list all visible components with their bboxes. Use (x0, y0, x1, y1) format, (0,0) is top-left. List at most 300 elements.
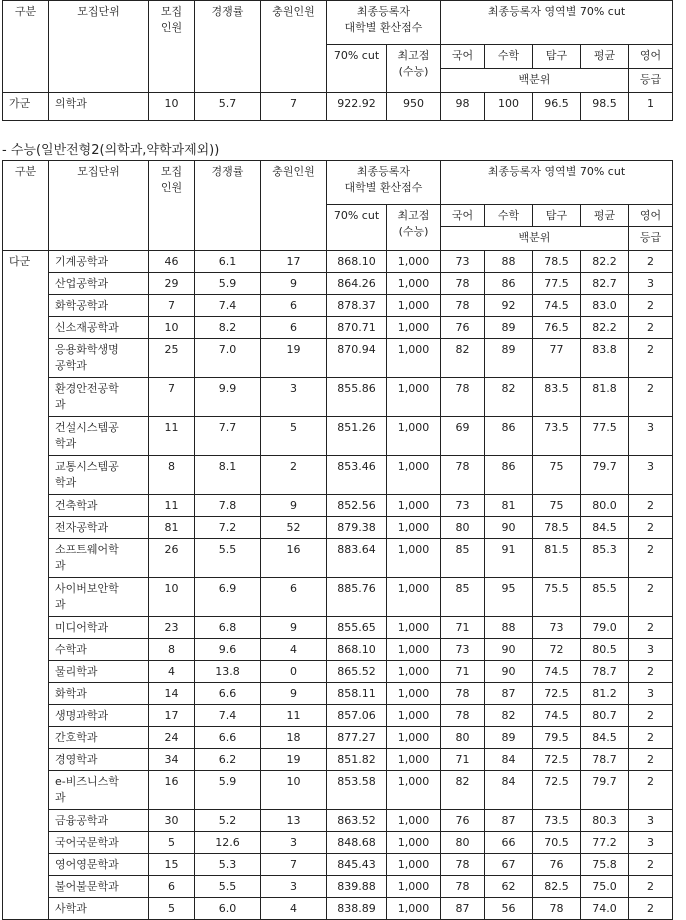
cell-quota: 25 (149, 339, 195, 378)
cell-unit: 물리학과 (49, 661, 149, 683)
cell-inquiry: 79.5 (533, 727, 581, 749)
cell-unit: e-비즈니스학 과 (49, 771, 149, 810)
table-row (3, 810, 673, 832)
cell-unit: 건축학과 (49, 495, 149, 517)
cell-korean: 69 (441, 417, 485, 456)
cell-korean: 87 (441, 898, 485, 920)
cell-category: 다군 (3, 251, 49, 920)
cell-quota: 30 (149, 810, 195, 832)
cell-english: 3 (629, 273, 673, 295)
table-row (3, 251, 673, 273)
cell-korean: 78 (441, 705, 485, 727)
cell-math: 90 (485, 661, 533, 683)
cell-inquiry: 72.5 (533, 683, 581, 705)
cell-additional: 9 (261, 273, 327, 295)
cell-unit: 신소재공학과 (49, 317, 149, 339)
cell-math: 82 (485, 378, 533, 417)
cell-additional: 16 (261, 539, 327, 578)
cell-unit: 영어영문학과 (49, 854, 149, 876)
header-quota: 모집 인원 (149, 161, 195, 251)
cell-unit: 산업공학과 (49, 273, 149, 295)
cell-quota: 46 (149, 251, 195, 273)
table-row (3, 93, 673, 121)
cell-unit: 경영학과 (49, 749, 149, 771)
cell-additional: 9 (261, 495, 327, 517)
header-area-group: 최종등록자 영역별 70% cut (441, 161, 673, 205)
cell-math: 90 (485, 639, 533, 661)
cell-competition: 7.4 (195, 295, 261, 317)
cell-unit: 소프트웨어학 과 (49, 539, 149, 578)
cell-english: 2 (629, 317, 673, 339)
header-grade: 등급 (629, 227, 673, 251)
cell-korean: 78 (441, 876, 485, 898)
table-row (3, 295, 673, 317)
cell-unit: 생명과학과 (49, 705, 149, 727)
table-row (3, 273, 673, 295)
table-row (3, 832, 673, 854)
cell-average: 84.5 (581, 517, 629, 539)
cell-inquiry: 78.5 (533, 517, 581, 539)
cell-max-score: 1,000 (387, 683, 441, 705)
cell-cut70: 883.64 (327, 539, 387, 578)
cell-unit: 불어불문학과 (49, 876, 149, 898)
header-competition: 경쟁률 (195, 161, 261, 251)
cell-average: 85.5 (581, 578, 629, 617)
cell-inquiry: 76.5 (533, 317, 581, 339)
cell-quota: 17 (149, 705, 195, 727)
cell-english: 3 (629, 832, 673, 854)
cell-inquiry: 75 (533, 456, 581, 495)
cell-competition: 9.9 (195, 378, 261, 417)
cell-korean: 78 (441, 378, 485, 417)
cell-english: 3 (629, 810, 673, 832)
cell-quota: 7 (149, 378, 195, 417)
cell-unit: 의학과 (49, 93, 149, 121)
cell-quota: 4 (149, 661, 195, 683)
header-additional: 충원인원 (261, 1, 327, 93)
section-title: - 수능(일반전형2(의학과,약학과제외)) (2, 143, 220, 158)
header-cut70: 70% cut (327, 45, 387, 93)
cell-average: 82.2 (581, 251, 629, 273)
header-average: 평균 (581, 205, 629, 227)
cell-math: 84 (485, 771, 533, 810)
cell-additional: 19 (261, 339, 327, 378)
cell-cut70: 877.27 (327, 727, 387, 749)
cell-max-score: 1,000 (387, 578, 441, 617)
cell-math: 84 (485, 749, 533, 771)
cell-cut70: 851.82 (327, 749, 387, 771)
cell-cut70: 855.86 (327, 378, 387, 417)
cell-competition: 5.9 (195, 273, 261, 295)
cell-inquiry: 77 (533, 339, 581, 378)
cell-unit: 전자공학과 (49, 517, 149, 539)
cell-competition: 6.8 (195, 617, 261, 639)
cell-cut70: 885.76 (327, 578, 387, 617)
cell-english: 2 (629, 876, 673, 898)
cell-cut70: 851.26 (327, 417, 387, 456)
cell-max-score: 950 (387, 93, 441, 121)
cell-additional: 2 (261, 456, 327, 495)
header-korean: 국어 (441, 205, 485, 227)
header-math: 수학 (485, 45, 533, 69)
cell-average: 80.3 (581, 810, 629, 832)
cell-korean: 73 (441, 639, 485, 661)
cell-english: 2 (629, 295, 673, 317)
table1-header (3, 1, 673, 93)
cell-competition: 7.4 (195, 705, 261, 727)
cell-math: 62 (485, 876, 533, 898)
cell-inquiry: 78.5 (533, 251, 581, 273)
cell-quota: 23 (149, 617, 195, 639)
cell-average: 74.0 (581, 898, 629, 920)
header-category: 구분 (3, 1, 49, 93)
cell-math: 86 (485, 456, 533, 495)
cell-max-score: 1,000 (387, 771, 441, 810)
cell-english: 3 (629, 456, 673, 495)
cell-additional: 3 (261, 832, 327, 854)
table2-body (3, 251, 673, 920)
header-math: 수학 (485, 205, 533, 227)
cell-english: 2 (629, 251, 673, 273)
cell-cut70: 853.58 (327, 771, 387, 810)
cell-competition: 7.7 (195, 417, 261, 456)
cell-inquiry: 78 (533, 898, 581, 920)
cell-quota: 7 (149, 295, 195, 317)
cell-korean: 71 (441, 661, 485, 683)
cell-english: 1 (629, 93, 673, 121)
cell-cut70: 857.06 (327, 705, 387, 727)
cell-math: 90 (485, 517, 533, 539)
cell-inquiry: 75 (533, 495, 581, 517)
header-quota: 모집 인원 (149, 1, 195, 93)
table-row (3, 317, 673, 339)
cell-unit: 수학과 (49, 639, 149, 661)
cell-unit: 화학과 (49, 683, 149, 705)
cell-average: 78.7 (581, 749, 629, 771)
cell-average: 78.7 (581, 661, 629, 683)
cell-inquiry: 72.5 (533, 771, 581, 810)
cell-inquiry: 73.5 (533, 810, 581, 832)
admission-table-1 (2, 0, 673, 121)
cell-inquiry: 72.5 (533, 749, 581, 771)
cell-inquiry: 75.5 (533, 578, 581, 617)
cell-competition: 6.6 (195, 683, 261, 705)
cell-inquiry: 82.5 (533, 876, 581, 898)
table-row (3, 339, 673, 378)
cell-max-score: 1,000 (387, 495, 441, 517)
cell-max-score: 1,000 (387, 705, 441, 727)
header-inquiry: 탐구 (533, 45, 581, 69)
header-korean: 국어 (441, 45, 485, 69)
table-row (3, 749, 673, 771)
cell-additional: 4 (261, 898, 327, 920)
cell-korean: 98 (441, 93, 485, 121)
header-competition: 경쟁률 (195, 1, 261, 93)
cell-max-score: 1,000 (387, 810, 441, 832)
cell-competition: 5.5 (195, 539, 261, 578)
cell-unit: 사이버보안학 과 (49, 578, 149, 617)
cell-max-score: 1,000 (387, 617, 441, 639)
cell-english: 3 (629, 417, 673, 456)
cell-math: 87 (485, 810, 533, 832)
cell-korean: 78 (441, 273, 485, 295)
cell-average: 77.5 (581, 417, 629, 456)
header-percentile: 백분위 (441, 69, 629, 93)
cell-quota: 5 (149, 832, 195, 854)
cell-unit: 국어국문학과 (49, 832, 149, 854)
cell-cut70: 868.10 (327, 639, 387, 661)
cell-competition: 6.6 (195, 727, 261, 749)
cell-average: 75.8 (581, 854, 629, 876)
cell-korean: 78 (441, 456, 485, 495)
cell-average: 79.0 (581, 617, 629, 639)
cell-max-score: 1,000 (387, 378, 441, 417)
table-row (3, 578, 673, 617)
cell-math: 100 (485, 93, 533, 121)
table1-body (3, 93, 673, 121)
cell-quota: 8 (149, 639, 195, 661)
header-grade: 등급 (629, 69, 673, 93)
cell-cut70: 864.26 (327, 273, 387, 295)
cell-max-score: 1,000 (387, 456, 441, 495)
header-average: 평균 (581, 45, 629, 69)
cell-average: 85.3 (581, 539, 629, 578)
cell-unit: 환경안전공학 과 (49, 378, 149, 417)
cell-korean: 85 (441, 539, 485, 578)
cell-max-score: 1,000 (387, 417, 441, 456)
cell-inquiry: 73 (533, 617, 581, 639)
cell-max-score: 1,000 (387, 749, 441, 771)
cell-cut70: 868.10 (327, 251, 387, 273)
cell-quota: 5 (149, 898, 195, 920)
cell-cut70: 848.68 (327, 832, 387, 854)
cell-unit: 간호학과 (49, 727, 149, 749)
cell-additional: 52 (261, 517, 327, 539)
cell-english: 3 (629, 683, 673, 705)
cell-competition: 6.2 (195, 749, 261, 771)
cell-english: 2 (629, 749, 673, 771)
cell-cut70: 922.92 (327, 93, 387, 121)
cell-max-score: 1,000 (387, 876, 441, 898)
table-row (3, 456, 673, 495)
cell-inquiry: 70.5 (533, 832, 581, 854)
cell-additional: 18 (261, 727, 327, 749)
cell-math: 86 (485, 417, 533, 456)
table-row (3, 378, 673, 417)
table-row (3, 898, 673, 920)
table-row (3, 617, 673, 639)
cell-english: 2 (629, 661, 673, 683)
cell-max-score: 1,000 (387, 251, 441, 273)
table-row (3, 771, 673, 810)
cell-quota: 10 (149, 317, 195, 339)
cell-category: 가군 (3, 93, 49, 121)
cell-korean: 71 (441, 749, 485, 771)
cell-quota: 81 (149, 517, 195, 539)
cell-english: 2 (629, 578, 673, 617)
cell-inquiry: 76 (533, 854, 581, 876)
cell-korean: 82 (441, 771, 485, 810)
cell-math: 89 (485, 339, 533, 378)
cell-competition: 6.9 (195, 578, 261, 617)
cell-math: 88 (485, 251, 533, 273)
cell-additional: 13 (261, 810, 327, 832)
cell-additional: 9 (261, 683, 327, 705)
cell-max-score: 1,000 (387, 854, 441, 876)
cell-competition: 12.6 (195, 832, 261, 854)
table-row (3, 639, 673, 661)
cell-english: 2 (629, 539, 673, 578)
header-additional: 충원인원 (261, 161, 327, 251)
cell-competition: 5.3 (195, 854, 261, 876)
header-unit: 모집단위 (49, 1, 149, 93)
cell-additional: 6 (261, 295, 327, 317)
cell-competition: 9.6 (195, 639, 261, 661)
cell-unit: 미디어학과 (49, 617, 149, 639)
cell-average: 79.7 (581, 771, 629, 810)
header-score-group: 최종등록자 대학별 환산점수 (327, 161, 441, 205)
cell-english: 3 (629, 639, 673, 661)
table-row (3, 495, 673, 517)
cell-competition: 5.2 (195, 810, 261, 832)
cell-max-score: 1,000 (387, 832, 441, 854)
cell-average: 83.0 (581, 295, 629, 317)
cell-quota: 34 (149, 749, 195, 771)
cell-quota: 15 (149, 854, 195, 876)
cell-cut70: 855.65 (327, 617, 387, 639)
cell-unit: 응용화학생명 공학과 (49, 339, 149, 378)
cell-math: 92 (485, 295, 533, 317)
cell-cut70: 870.94 (327, 339, 387, 378)
cell-quota: 11 (149, 495, 195, 517)
cell-max-score: 1,000 (387, 727, 441, 749)
cell-inquiry: 83.5 (533, 378, 581, 417)
table-row (3, 876, 673, 898)
cell-korean: 73 (441, 251, 485, 273)
cell-math: 82 (485, 705, 533, 727)
cell-quota: 24 (149, 727, 195, 749)
header-max-score: 최고점 (수능) (387, 205, 441, 251)
cell-cut70: 845.43 (327, 854, 387, 876)
cell-average: 84.5 (581, 727, 629, 749)
cell-unit: 금융공학과 (49, 810, 149, 832)
cell-cut70: 839.88 (327, 876, 387, 898)
cell-korean: 78 (441, 854, 485, 876)
cell-unit: 사학과 (49, 898, 149, 920)
admission-table-2 (2, 160, 673, 920)
header-cut70: 70% cut (327, 205, 387, 251)
cell-english: 2 (629, 339, 673, 378)
cell-quota: 11 (149, 417, 195, 456)
cell-additional: 17 (261, 251, 327, 273)
cell-max-score: 1,000 (387, 639, 441, 661)
cell-math: 67 (485, 854, 533, 876)
header-percentile: 백분위 (441, 227, 629, 251)
cell-average: 80.0 (581, 495, 629, 517)
cell-competition: 6.0 (195, 898, 261, 920)
cell-korean: 78 (441, 295, 485, 317)
table-row (3, 683, 673, 705)
cell-unit: 기계공학과 (49, 251, 149, 273)
cell-competition: 5.7 (195, 93, 261, 121)
cell-max-score: 1,000 (387, 317, 441, 339)
cell-cut70: 865.52 (327, 661, 387, 683)
table-row (3, 727, 673, 749)
cell-additional: 7 (261, 854, 327, 876)
cell-math: 88 (485, 617, 533, 639)
header-english: 영어 (629, 205, 673, 227)
cell-max-score: 1,000 (387, 273, 441, 295)
cell-math: 81 (485, 495, 533, 517)
header-score-group: 최종등록자 대학별 환산점수 (327, 1, 441, 45)
cell-max-score: 1,000 (387, 898, 441, 920)
cell-max-score: 1,000 (387, 517, 441, 539)
cell-math: 87 (485, 683, 533, 705)
table-row (3, 705, 673, 727)
cell-korean: 82 (441, 339, 485, 378)
cell-korean: 76 (441, 317, 485, 339)
cell-math: 89 (485, 727, 533, 749)
cell-additional: 0 (261, 661, 327, 683)
cell-cut70: 853.46 (327, 456, 387, 495)
cell-average: 82.7 (581, 273, 629, 295)
cell-competition: 6.1 (195, 251, 261, 273)
cell-additional: 6 (261, 317, 327, 339)
cell-inquiry: 77.5 (533, 273, 581, 295)
cell-unit: 화학공학과 (49, 295, 149, 317)
cell-cut70: 838.89 (327, 898, 387, 920)
cell-competition: 7.2 (195, 517, 261, 539)
header-inquiry: 탐구 (533, 205, 581, 227)
cell-competition: 8.1 (195, 456, 261, 495)
cell-average: 80.5 (581, 639, 629, 661)
cell-additional: 7 (261, 93, 327, 121)
cell-inquiry: 74.5 (533, 661, 581, 683)
cell-max-score: 1,000 (387, 295, 441, 317)
cell-english: 2 (629, 617, 673, 639)
cell-cut70: 863.52 (327, 810, 387, 832)
cell-cut70: 879.38 (327, 517, 387, 539)
cell-korean: 80 (441, 832, 485, 854)
cell-korean: 73 (441, 495, 485, 517)
cell-inquiry: 72 (533, 639, 581, 661)
cell-max-score: 1,000 (387, 539, 441, 578)
cell-competition: 5.9 (195, 771, 261, 810)
cell-competition: 5.5 (195, 876, 261, 898)
cell-average: 81.2 (581, 683, 629, 705)
cell-inquiry: 74.5 (533, 705, 581, 727)
cell-inquiry: 81.5 (533, 539, 581, 578)
cell-quota: 6 (149, 876, 195, 898)
cell-english: 2 (629, 705, 673, 727)
cell-additional: 5 (261, 417, 327, 456)
cell-korean: 78 (441, 683, 485, 705)
cell-math: 66 (485, 832, 533, 854)
cell-unit: 건설시스템공 학과 (49, 417, 149, 456)
cell-average: 77.2 (581, 832, 629, 854)
cell-quota: 26 (149, 539, 195, 578)
cell-max-score: 1,000 (387, 661, 441, 683)
cell-additional: 3 (261, 378, 327, 417)
header-area-group: 최종등록자 영역별 70% cut (441, 1, 673, 45)
cell-inquiry: 74.5 (533, 295, 581, 317)
cell-quota: 10 (149, 578, 195, 617)
cell-average: 79.7 (581, 456, 629, 495)
cell-unit: 교통시스템공 학과 (49, 456, 149, 495)
cell-english: 2 (629, 517, 673, 539)
cell-quota: 16 (149, 771, 195, 810)
cell-additional: 6 (261, 578, 327, 617)
